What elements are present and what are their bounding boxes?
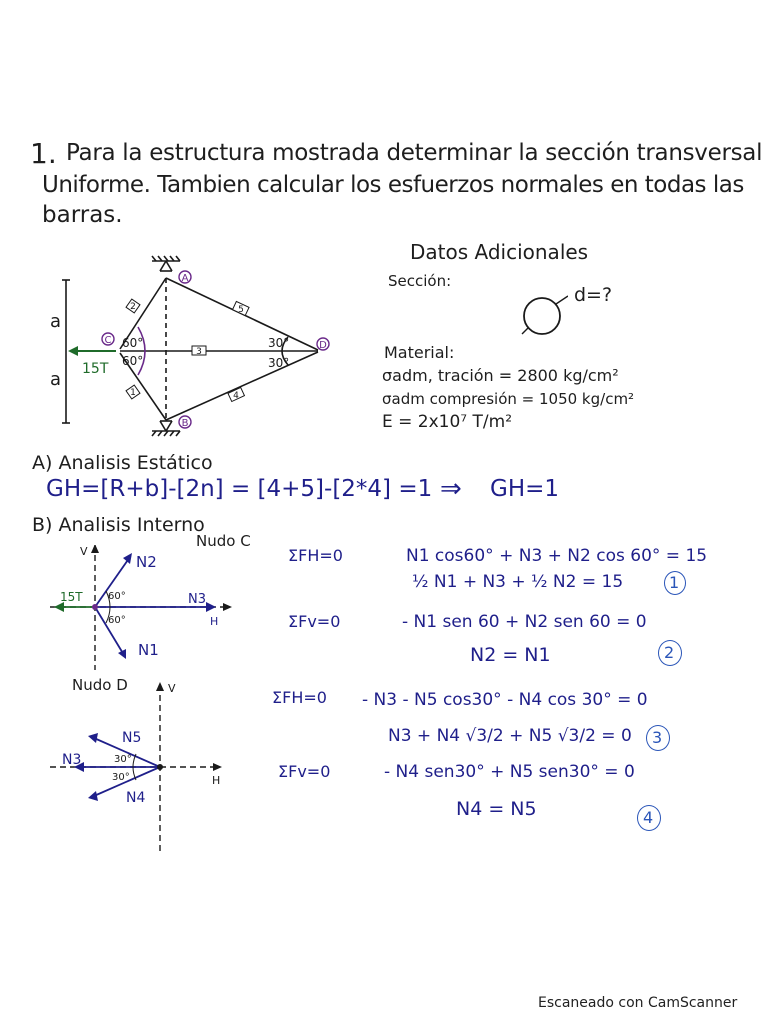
equation-number: 1 — [669, 573, 680, 592]
degree-formula: GH=[R+b]-[2n] = [4+5]-[2*4] =1 — [46, 476, 433, 502]
angle-top-label: 60° — [108, 591, 126, 602]
problem-line-1: Para la estructura mostrada determinar la sección transversal — [66, 140, 763, 166]
angle-bottom-label: 60° — [108, 615, 126, 626]
bar-label: 3 — [196, 347, 202, 357]
additional-title: Datos Adicionales — [410, 240, 589, 264]
applied-force-label: 15T — [82, 361, 109, 377]
force-n5-label: N5 — [122, 730, 142, 746]
dimension-a-top: a — [50, 311, 62, 332]
angle-d-bottom: 30° — [268, 356, 290, 370]
equation-label: ΣFH=0 — [272, 688, 327, 707]
node-d-title: Nudo D — [72, 676, 128, 694]
bar-label: 2 — [130, 302, 136, 312]
bar-label: 4 — [233, 391, 239, 401]
diameter-label: d=? — [574, 284, 613, 306]
equation-label: ΣFH=0 — [288, 546, 343, 565]
internal-analysis-heading: B) Analisis Interno — [32, 514, 205, 536]
angle-d-top: 30° — [268, 336, 290, 350]
equation-line: N2 = N1 — [470, 644, 551, 666]
node-d-free-body — [50, 680, 240, 855]
allowable-tension: σadm, tración = 2800 kg/cm² — [382, 366, 619, 385]
angle-c-bottom: 60° — [122, 354, 144, 368]
force-n1-label: N1 — [138, 641, 159, 659]
node-b-label: B — [181, 418, 189, 429]
force-n2-label: N2 — [136, 553, 157, 571]
equation-line: - N4 sen30° + N5 sen30° = 0 — [384, 762, 635, 782]
angle-bottom-label: 30° — [112, 772, 130, 783]
equation-line: N1 cos60° + N3 + N2 cos 60° = 15 — [406, 546, 708, 566]
implies-arrow: ⇒ — [440, 474, 462, 504]
problem-line-3: barras. — [42, 202, 123, 228]
bar-label: 1 — [130, 388, 136, 398]
equation-line: ½ N1 + N3 + ½ N2 = 15 — [412, 572, 624, 592]
angle-c-top: 60° — [122, 336, 144, 350]
equation-line: N3 + N4 √3/2 + N5 √3/2 = 0 — [388, 726, 632, 746]
axis-h-label: H — [212, 774, 221, 787]
node-c-free-body — [50, 545, 250, 670]
node-d-label: D — [319, 340, 327, 351]
axis-v-label: V — [80, 545, 88, 558]
allowable-compression: σadm compresión = 1050 kg/cm² — [382, 390, 635, 408]
problem-number: 1. — [30, 137, 57, 170]
equation-line: - N3 - N5 cos30° - N4 cos 30° = 0 — [362, 690, 648, 710]
equation-number: 4 — [643, 808, 654, 827]
force-15t-label: 15T — [60, 590, 83, 604]
equation-label: ΣFv=0 — [278, 762, 331, 781]
axis-h-label: H — [210, 615, 219, 628]
section-label: Sección: — [388, 272, 452, 290]
material-label: Material: — [384, 343, 455, 362]
node-c-title: Nudo C — [196, 532, 251, 550]
circular-section-icon — [518, 290, 568, 340]
dimension-a-bottom: a — [50, 369, 62, 390]
equation-line: - N1 sen 60 + N2 sen 60 = 0 — [402, 612, 647, 632]
elastic-modulus: E = 2x10⁷ T/m² — [382, 412, 513, 432]
force-n3-label: N3 — [62, 752, 82, 768]
equation-number: 2 — [664, 643, 675, 662]
angle-top-label: 30° — [114, 754, 132, 765]
equation-line: N4 = N5 — [456, 798, 537, 820]
bar-label: 5 — [238, 305, 244, 315]
truss-diagram — [40, 255, 340, 445]
equation-number: 3 — [652, 728, 663, 747]
scanner-watermark: Escaneado con CamScanner — [538, 995, 738, 1011]
problem-line-2: Uniforme. Tambien calcular los esfuerzos normales en todas las — [42, 172, 744, 198]
node-a-label: A — [181, 273, 189, 284]
force-n3-label: N3 — [188, 592, 206, 607]
equation-label: ΣFv=0 — [288, 612, 341, 631]
static-analysis-heading: A) Analisis Estático — [32, 452, 213, 474]
degree-result: GH=1 — [490, 476, 560, 502]
force-n4-label: N4 — [126, 790, 146, 806]
axis-v-label: V — [168, 682, 176, 695]
node-c-label: C — [104, 335, 112, 346]
